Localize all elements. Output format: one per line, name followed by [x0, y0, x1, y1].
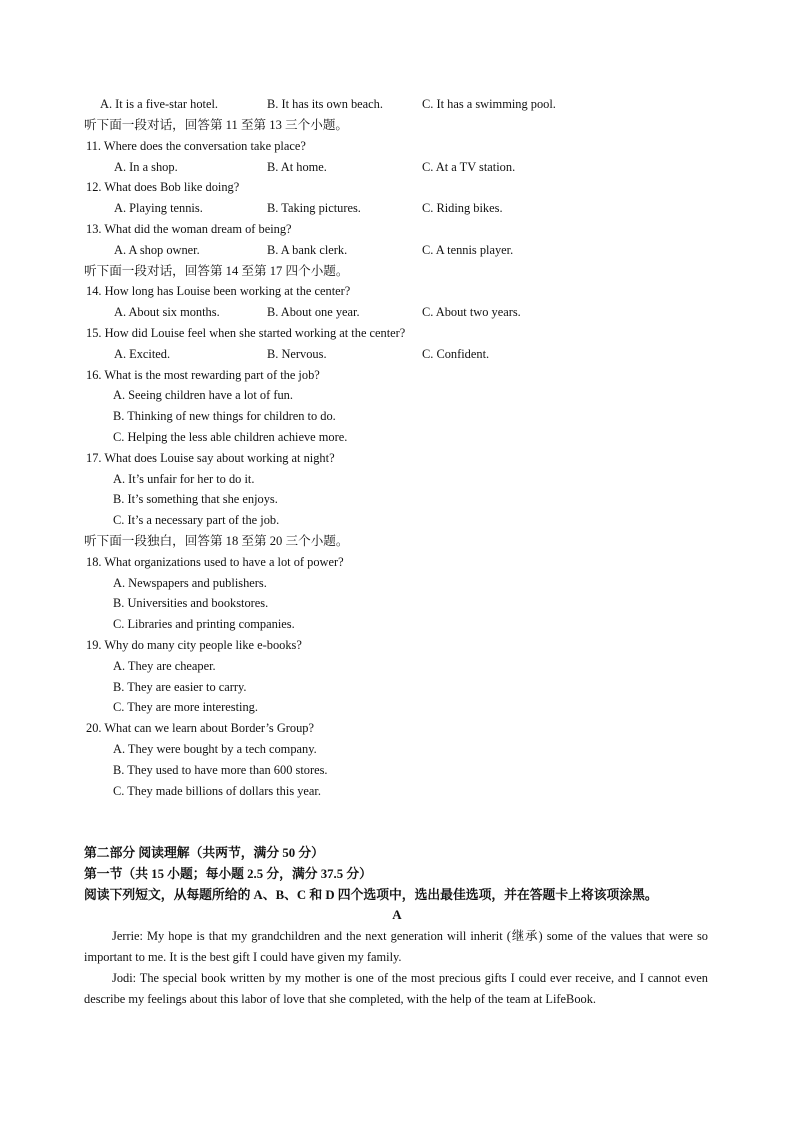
option-c: C. Libraries and printing companies. — [113, 617, 295, 631]
part-title: 第二部分 阅读理解（共两节，满分 50 分） — [84, 846, 324, 860]
question-19: 19. Why do many city people like e-books? — [86, 638, 302, 652]
option-c: C. Helping the less able children achieve more. — [113, 430, 348, 444]
option-a: A. It is a five-star hotel. — [100, 97, 219, 111]
option-c: C. Confident. — [422, 347, 490, 361]
option-a: A. They are cheaper. — [113, 659, 216, 673]
instruction-11-13: 听下面一段对话，回答第 11 至第 13 三个小题。 — [84, 118, 349, 132]
paragraph-jerrie: Jerrie: My hope is that my grandchildren and the next generation will inherit (继承) some of the values that were so important to me. It is the best gift I could have given my family. — [84, 929, 708, 964]
option-c: C. It has a swimming pool. — [422, 97, 556, 111]
passage-label: A — [392, 907, 402, 922]
option-b: B. About one year. — [267, 305, 360, 319]
question-13: 13. What did the woman dream of being? — [86, 222, 292, 236]
section-title: 第一节（共 15 小题；每小题 2.5 分，满分 37.5 分） — [84, 867, 372, 881]
question-18: 18. What organizations used to have a lot of power? — [86, 555, 344, 569]
option-a: A. Seeing children have a lot of fun. — [113, 388, 293, 402]
option-c: C. They made billions of dollars this year. — [113, 784, 321, 798]
instruction-14-17: 听下面一段对话，回答第 14 至第 17 四个小题。 — [84, 264, 349, 278]
option-b: B. Thinking of new things for children to do. — [113, 409, 336, 423]
option-c: C. At a TV station. — [422, 160, 516, 174]
question-20: 20. What can we learn about Border’s Group? — [86, 721, 315, 735]
option-b: B. It’s something that she enjoys. — [113, 492, 278, 506]
option-a: A. Newspapers and publishers. — [113, 576, 267, 590]
option-a: A. In a shop. — [114, 160, 178, 174]
option-b: B. Nervous. — [267, 347, 327, 361]
option-a: A. Playing tennis. — [114, 201, 203, 215]
option-c: C. A tennis player. — [422, 243, 514, 257]
option-b: B. At home. — [267, 160, 327, 174]
question-17: 17. What does Louise say about working at night? — [86, 451, 335, 465]
option-c: C. It’s a necessary part of the job. — [113, 513, 280, 527]
option-b: B. They are easier to carry. — [113, 680, 247, 694]
option-b: B. Universities and bookstores. — [113, 596, 269, 610]
option-c: C. They are more interesting. — [113, 700, 258, 714]
question-15: 15. How did Louise feel when she started working at the center? — [86, 326, 406, 340]
option-a: A. Excited. — [114, 347, 171, 361]
question-14: 14. How long has Louise been working at the center? — [86, 284, 351, 298]
option-a: A. A shop owner. — [114, 243, 200, 257]
paragraph-jodi: Jodi: The special book written by my mother is one of the most precious gifts I could ever receive, and I cannot even describe my feelings about this labor of love that she completed, with the help of the team at LifeBook. — [84, 971, 708, 1006]
option-a: A. It’s unfair for her to do it. — [113, 472, 255, 486]
option-b: B. Taking pictures. — [267, 201, 361, 215]
option-a: A. They were bought by a tech company. — [113, 742, 317, 756]
question-11: 11. Where does the conversation take place? — [86, 139, 306, 153]
option-a: A. About six months. — [114, 305, 220, 319]
option-c: C. About two years. — [422, 305, 521, 319]
question-16: 16. What is the most rewarding part of the job? — [86, 368, 320, 382]
question-12: 12. What does Bob like doing? — [86, 180, 240, 194]
option-c: C. Riding bikes. — [422, 201, 503, 215]
option-b: B. They used to have more than 600 stores. — [113, 763, 328, 777]
option-b: B. It has its own beach. — [267, 97, 383, 111]
option-b: B. A bank clerk. — [267, 243, 348, 257]
reading-instruction: 阅读下列短文，从每题所给的 A、B、C 和 D 四个选项中，选出最佳选项，并在答题卡上将该项涂黑。 — [84, 888, 658, 902]
instruction-18-20: 听下面一段独白，回答第 18 至第 20 三个小题。 — [84, 534, 349, 548]
